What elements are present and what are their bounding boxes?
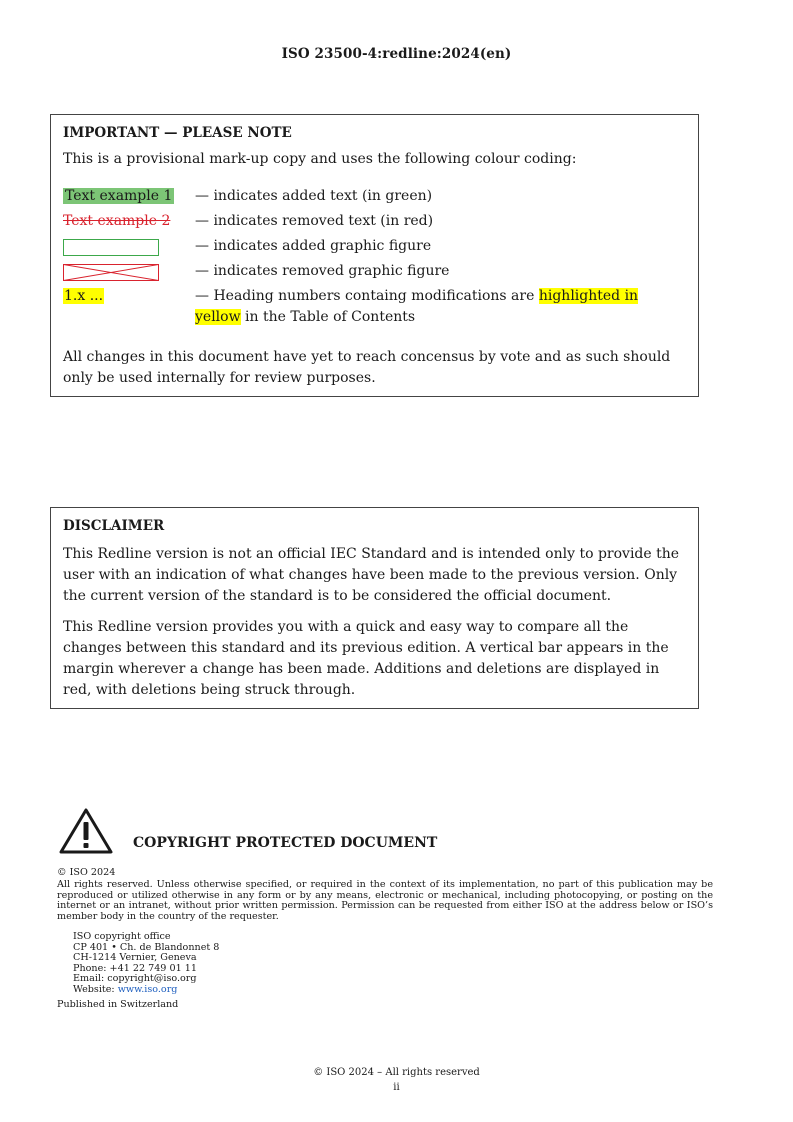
- website-link[interactable]: www.iso.org: [117, 983, 178, 995]
- legend-added-sample: [63, 186, 174, 207]
- disclaimer-box: [50, 507, 699, 709]
- added-figure-sample: [63, 239, 159, 256]
- removed-text-sample: Text example 2: [63, 213, 171, 229]
- page-number: ii: [393, 1082, 400, 1093]
- legend-added-desc: — indicates added text (in green): [195, 188, 433, 204]
- footer-rights: © ISO 2024 – All rights reserved: [313, 1067, 480, 1078]
- document-id-header: ISO 23500-4:redline:2024(en): [281, 46, 512, 62]
- heading-desc-pre: — Heading numbers containg modifications are: [195, 288, 539, 304]
- note-intro: This is a provisional mark-up copy and uses the following colour coding:: [63, 151, 577, 167]
- copyright-year: © ISO 2024: [57, 867, 116, 878]
- copyright-rights-statement: All rights reserved. Unless otherwise specified, or required in the context of its implementation, no part of this publication may be reproduced or utilized otherwise in any form or by any means, electronic or mechanical, including photocopying, or posting on the internet or an intranet, without prior written permission. Permission can be requested from either ISO at the address below or ISO’s member body in the country of the requester.: [57, 879, 713, 922]
- disclaimer-title: DISCLAIMER: [63, 518, 165, 534]
- disclaimer-paragraph-2: This Redline version provides you with a quick and easy way to compare all the changes between this standard and its previous edition. A vertical bar appears in the margin wherever a change has been made. Additions and deletions are displayed in red, with deletions being struck through.: [63, 619, 669, 698]
- legend-removed-figure-desc: — indicates removed graphic figure: [195, 263, 450, 279]
- important-note-box: [50, 114, 699, 397]
- published-location: Published in Switzerland: [57, 999, 179, 1010]
- legend-heading-desc: [195, 286, 685, 328]
- legend-added-figure-desc: — indicates added graphic figure: [195, 238, 432, 254]
- note-title: IMPORTANT — PLEASE NOTE: [63, 125, 292, 141]
- warning-triangle-icon: [58, 807, 114, 855]
- heading-desc-post: in the Table of Contents: [240, 309, 416, 325]
- added-text-sample: Text example 1: [65, 188, 173, 204]
- heading-number-sample: 1.x ...: [64, 288, 104, 304]
- disclaimer-paragraph-1: This Redline version is not an official IEC Standard and is intended only to provide the user with an indication of what changes have been made to the previous version. Only the current version of the standard is to be considered the official document.: [63, 546, 680, 604]
- office-address-2: CH-1214 Vernier, Geneva: [73, 952, 197, 964]
- copyright-title: COPYRIGHT PROTECTED DOCUMENT: [133, 835, 438, 851]
- copyright-office: [73, 932, 219, 996]
- office-email: Email: copyright@iso.org: [73, 973, 197, 985]
- heading-desc-highlight: highlighted in yellow: [195, 288, 639, 325]
- office-address-1: CP 401 • Ch. de Blandonnet 8: [73, 941, 220, 953]
- office-website: [73, 985, 219, 996]
- legend-removed-sample: [63, 211, 170, 232]
- legend-removed-desc: — indicates removed text (in red): [195, 213, 434, 229]
- note-outro: All changes in this document have yet to reach concensus by vote and as such should only be used internally for review purposes.: [63, 349, 671, 386]
- website-label: Website:: [73, 983, 118, 995]
- legend-heading-sample: [63, 286, 104, 307]
- office-name: ISO copyright office: [73, 931, 171, 942]
- office-phone: Phone: +41 22 749 01 11: [73, 962, 197, 974]
- removed-figure-sample: [63, 264, 159, 281]
